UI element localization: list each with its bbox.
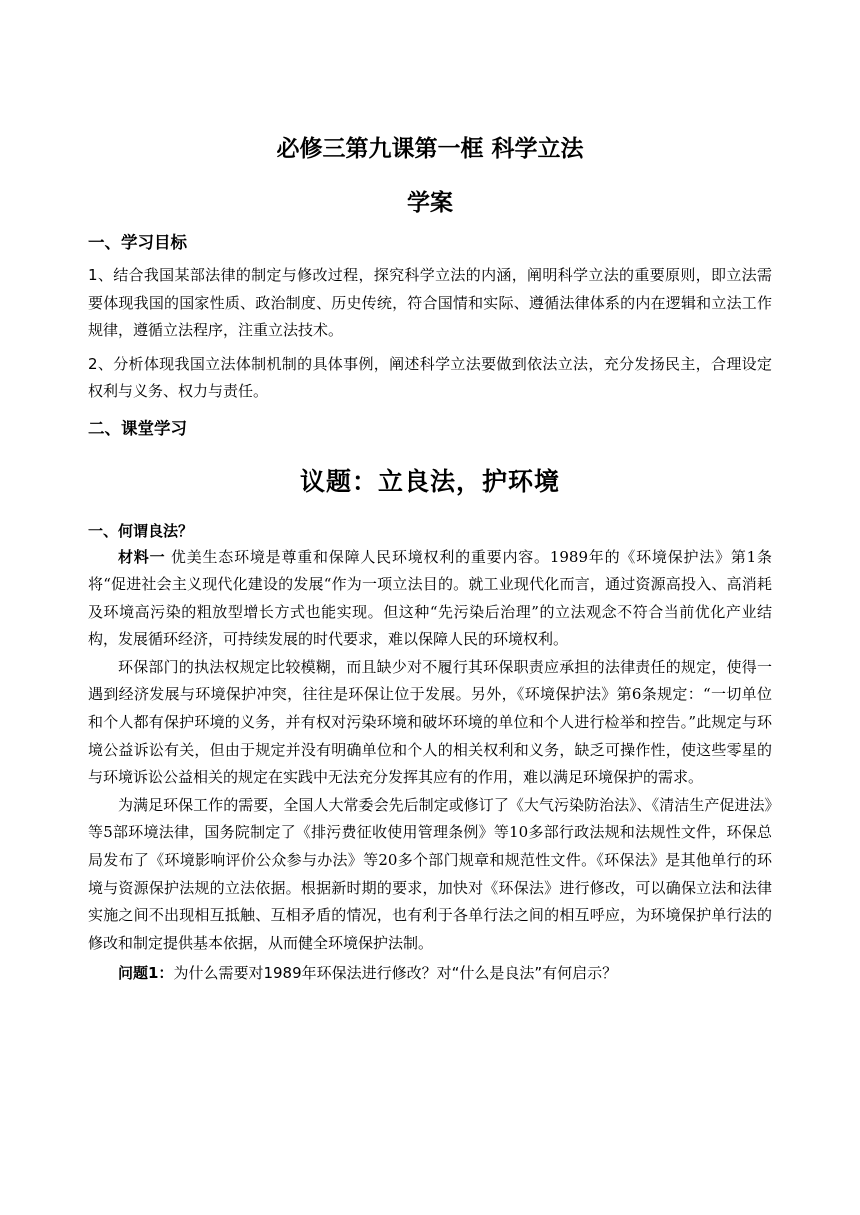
document-title: 必修三第九课第一框 科学立法	[276, 136, 584, 162]
document-subtitle: 学案	[407, 190, 453, 216]
material-paragraph-1-text: 优美生态环境是尊重和保障人民环境权利的重要内容。1989年的《环境保护法》第1条将“促进社会主义现代化建设的发展“作为一项立法目的。就工业现代化而言，通过资源高投入、高消耗及环境高污染的粗放型增长方式也能实现。但这种“先污染后治理”的立法观念不符合当前优化产业结构，发展循环经济，可持续发展的时代要求，难以保障人民的环境权利。	[88, 547, 772, 649]
material-paragraph-2: 环保部门的执法权规定比较模糊，而且缺少对不履行其环保职责应承担的法律责任的规定，使得一遇到经济发展与环境保护冲突，往往是环保让位于发展。另外，《环境保护法》第6条规定：“一切单位和个人都有保护环境的义务，并有权对污染环境和破坏环境的单位和个人进行检举和控告。”此规定与环境公益诉讼有关，但由于规定并没有明确单位和个人的相关权利和义务，缺乏可操作性，使这些零星的与环境诉讼公益相关的规定在实践中无法充分发挥其应有的作用，难以满足环境保护的需求。	[88, 657, 772, 787]
question-text: 为什么需要对1989年环保法进行修改？对“什么是良法”有何启示？	[173, 964, 618, 983]
section-heading-goals: 一、学习目标	[88, 233, 187, 252]
discussion-topic: 议题：立良法，护环境	[299, 466, 560, 496]
section-heading-classroom: 二、课堂学习	[88, 418, 187, 438]
question-label: 问题1：	[118, 964, 174, 983]
learning-goal-2: 2、分析体现我国立法体制机制的具体事例，阐述科学立法要做到依法立法，充分发扬民主，合理设定权利与义务、权力与责任。	[88, 354, 772, 400]
document-body	[88, 124, 772, 987]
material-label: 材料一	[118, 547, 166, 566]
question-1	[88, 959, 772, 987]
learning-goal-1: 1、结合我国某部法律的制定与修改过程，探究科学立法的内涵，阐明科学立法的重要原则，即立法需要体现我国的国家性质、政治制度、历史传统，符合国情和实际、遵循法律体系的内在逻辑和立法工作规律，遵循立法程序，注重立法技术。	[88, 266, 772, 339]
material-paragraph-1	[88, 544, 772, 654]
material-paragraph-3: 为满足环保工作的需要，全国人大常委会先后制定或修订了《大气污染防治法》、《清洁生产促进法》等5部环境法律，国务院制定了《排污费征收使用管理条例》等10多部行政法规和法规性文件，环保总局发布了《环境影响评价公众参与办法》等20多个部门规章和规范性文件。《环保法》是其他单行的环境与资源保护法规的立法依据。根据新时期的要求，加快对《环保法》进行修改，可以确保立法和法律实施之间不出现相互抵触、互相矛盾的情况，也有利于各单行法之间的相互呼应，为环境保护单行法的修改和制定提供基本依据，从而健全环境保护法制。	[88, 795, 772, 952]
sub-heading-good-law: 一、何谓良法？	[88, 521, 194, 540]
